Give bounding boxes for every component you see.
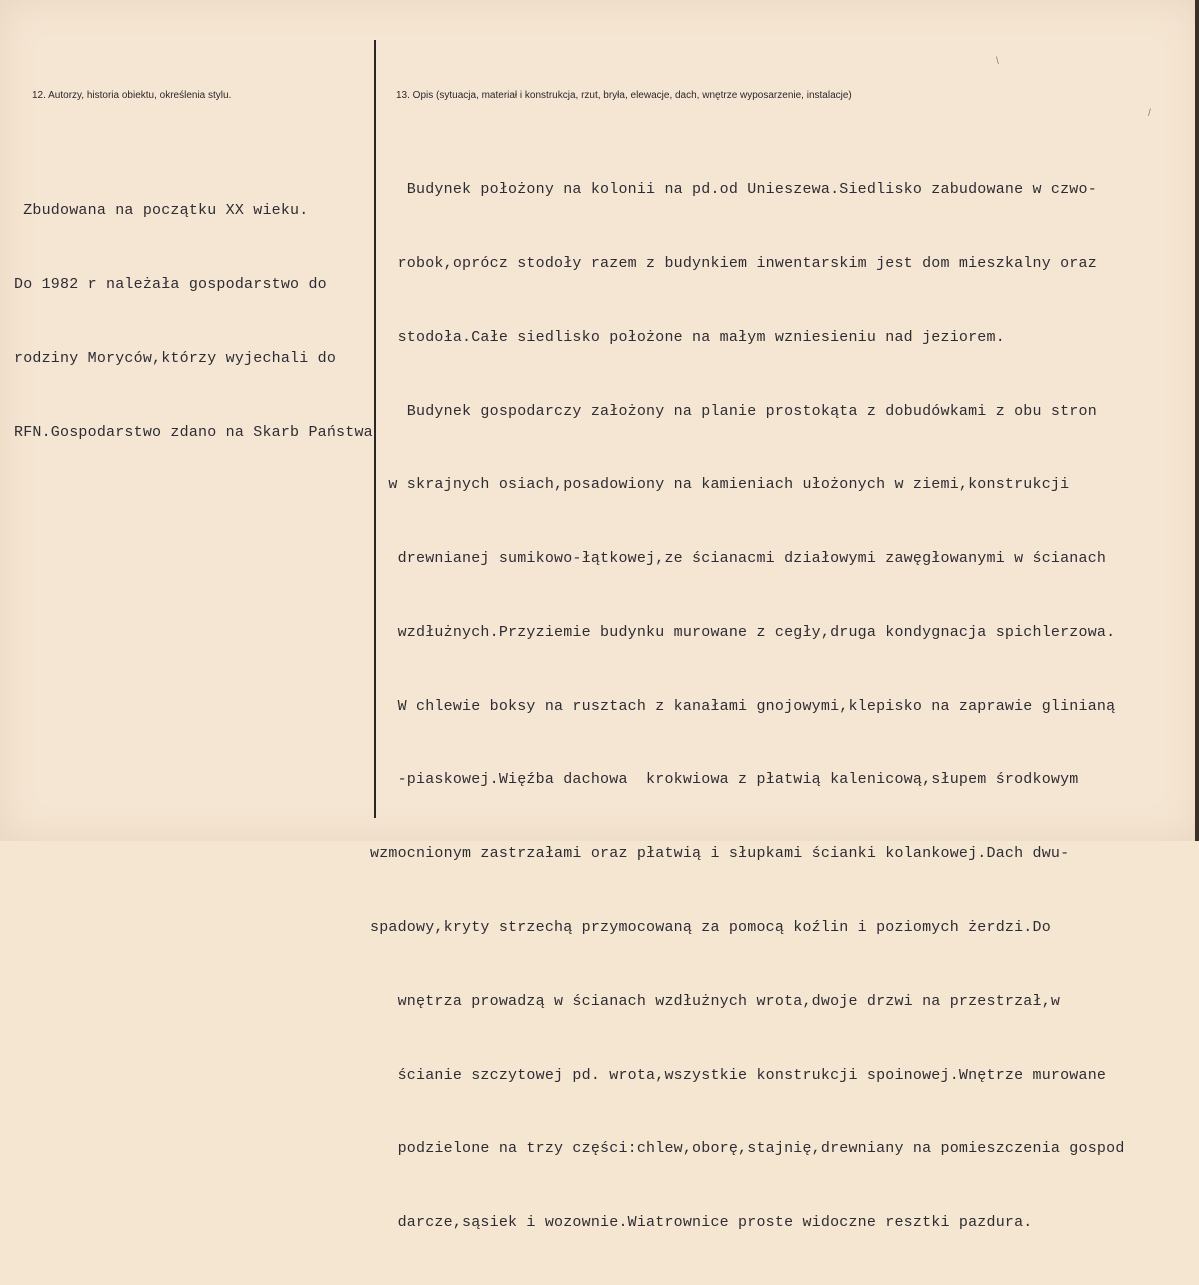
text-line: podzielone na trzy części:chlew,oborę,stajnię,drewniany na pomieszczenia gospod [370, 1140, 1125, 1158]
text-line: drewnianej sumikowo-łątkowej,ze ścianacmi działowymi zawęgłowanymi w ścianach [370, 550, 1107, 568]
text-line: wnętrza prowadzą w ścianach wzdłużnych wrota,dwoje drzwi na przestrzał,w [370, 992, 1061, 1010]
section-13-heading: 13. Opis (sytuacja, materiał i konstrukcja, rzut, bryła, elewacje, dach, wnętrze wyposarzenie, instalacje) [396, 90, 852, 101]
section-12-heading: 12. Autorzy, historia obiektu, określenia stylu. [32, 90, 232, 101]
text-line: Budynek położony na kolonii na pd.od Unieszewa.Siedlisko zabudowane w czwo- [370, 181, 1097, 199]
section-12-typed-text [14, 150, 373, 494]
text-line: Budynek gospodarczy założony na planie prostokąta z dobudówkami z obu stron [370, 402, 1097, 420]
pencil-mark: \ [996, 56, 999, 67]
text-line: stodoła.Całe siedlisko położone na małym wzniesieniu nad jeziorem. [370, 328, 1005, 346]
text-line: wzmocnionym zastrzałami oraz płatwią i słupkami ścianki kolankowej.Dach dwu- [370, 845, 1070, 863]
text-line: robok,oprócz stodoły razem z budynkiem inwentarskim jest dom mieszkalny oraz [370, 254, 1097, 272]
text-line: rodziny Moryców,którzy wyjechali do [14, 349, 337, 367]
text-line: Do 1982 r należała gospodarstwo do [14, 275, 327, 293]
section-13-typed-text [370, 129, 1125, 1285]
text-line: wzdłużnych.Przyziemie budynku murowane z cegły,druga kondygnacja spichlerzowa. [370, 623, 1116, 641]
text-line: RFN.Gospodarstwo zdano na Skarb Państwa [14, 423, 373, 441]
text-line: ścianie szczytowej pd. wrota,wszystkie konstrukcji spoinowej.Wnętrze murowane [370, 1066, 1107, 1084]
card-edge-shadow [1195, 0, 1199, 841]
text-line: w skrajnych osiach,posadowiony na kamieniach ułożonych w ziemi,konstrukcji [370, 476, 1070, 494]
text-line: W chlewie boksy na rusztach z kanałami gnojowymi,klepisko na zaprawie glinianą [370, 697, 1116, 715]
text-line: darcze,sąsiek i wozownie.Wiatrownice proste widoczne resztki pazdura. [370, 1214, 1033, 1232]
pencil-mark: / [1148, 108, 1151, 119]
text-line: Zbudowana na początku XX wieku. [14, 202, 309, 220]
text-line: spadowy,kryty strzechą przymocowaną za pomocą koźlin i poziomych żerdzi.Do [370, 919, 1051, 936]
text-line: -piaskowej.Więźba dachowa krokwiowa z płatwią kalenicową,słupem środkowym [370, 771, 1079, 789]
